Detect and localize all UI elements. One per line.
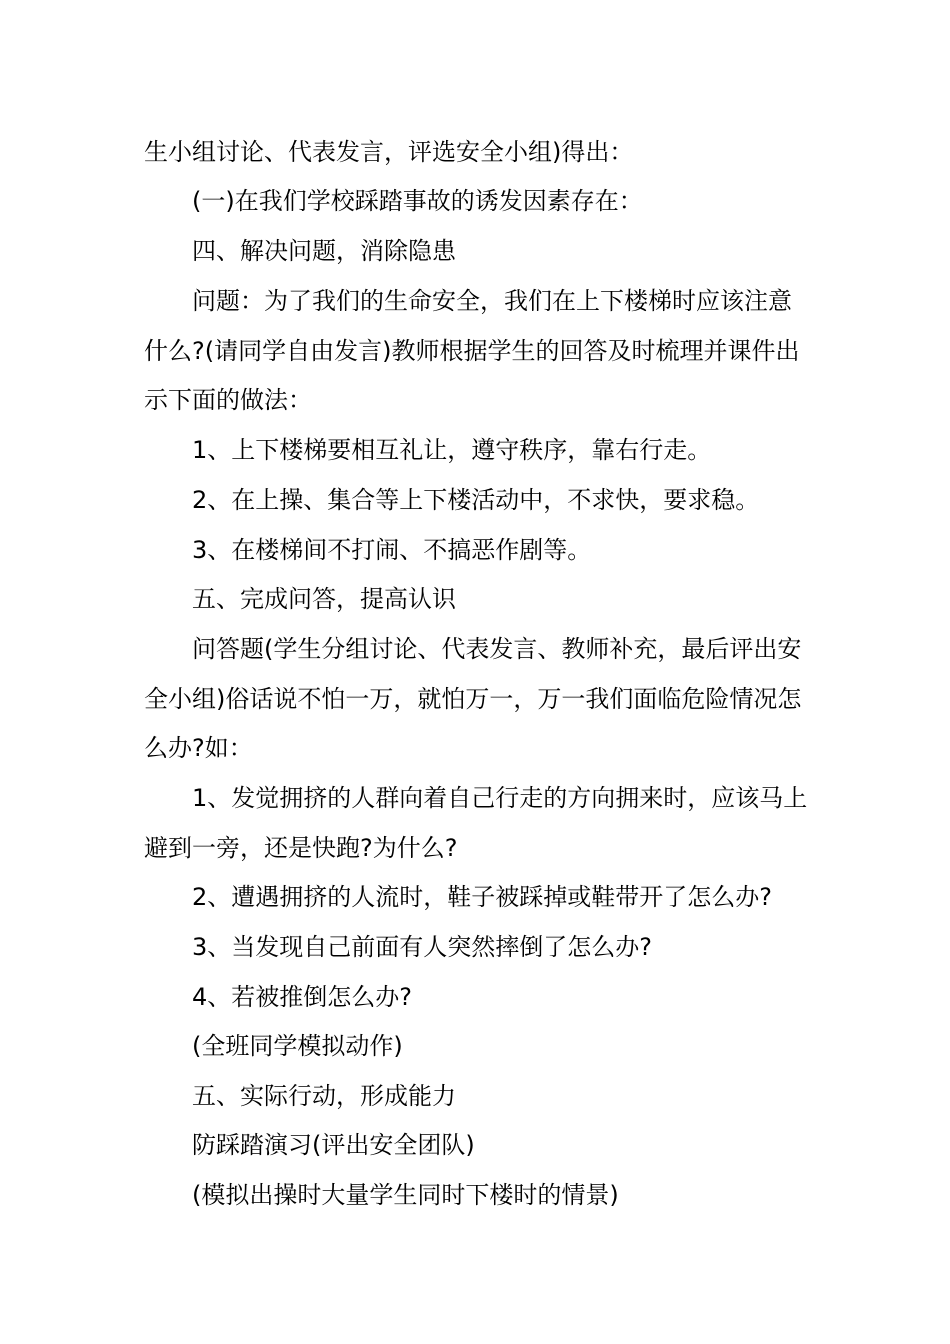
list-item-1: 1、上下楼梯要相互礼让，遵守秩序，靠右行走。 (192, 436, 712, 464)
question-item-4: 4、若被推倒怎么办? (192, 983, 413, 1011)
question-item-3: 3、当发现自己前面有人突然摔倒了怎么办? (192, 933, 653, 961)
paragraph-simulation: (全班同学模拟动作) (192, 1032, 403, 1060)
paragraph-continuation: 生小组讨论、代表发言，评选安全小组)得出： (144, 138, 634, 166)
paragraph-scenario: (模拟出操时大量学生同时下楼时的情景) (192, 1181, 619, 1209)
heading-section-4: 四、解决问题，消除隐患 (192, 237, 456, 265)
paragraph-drill: 防踩踏演习(评出安全团队) (192, 1131, 475, 1159)
paragraph-factors: (一)在我们学校踩踏事故的诱发因素存在： (192, 187, 643, 215)
paragraph-qa: 问答题(学生分组讨论、代表发言、教师补充，最后评出安全小组)俗话说不怕一万，就怕万一，万一我们面临危险情况怎么办?如： (144, 635, 802, 763)
question-item-2: 2、遭遇拥挤的人流时，鞋子被踩掉或鞋带开了怎么办? (192, 883, 773, 911)
heading-section-5b: 五、实际行动，形成能力 (192, 1082, 456, 1110)
list-item-2: 2、在上操、集合等上下楼活动中，不求快，要求稳。 (192, 486, 760, 514)
heading-section-5: 五、完成问答，提高认识 (192, 585, 456, 613)
question-item-1: 1、发觉拥挤的人群向着自己行走的方向拥来时，应该马上避到一旁，还是快跑?为什么? (144, 784, 808, 862)
paragraph-question: 问题：为了我们的生命安全，我们在上下楼梯时应该注意什么?(请同学自由发言)教师根据学生的回答及时梳理并课件出示下面的做法： (144, 287, 800, 415)
list-item-3: 3、在楼梯间不打闹、不搞恶作剧等。 (192, 536, 592, 564)
